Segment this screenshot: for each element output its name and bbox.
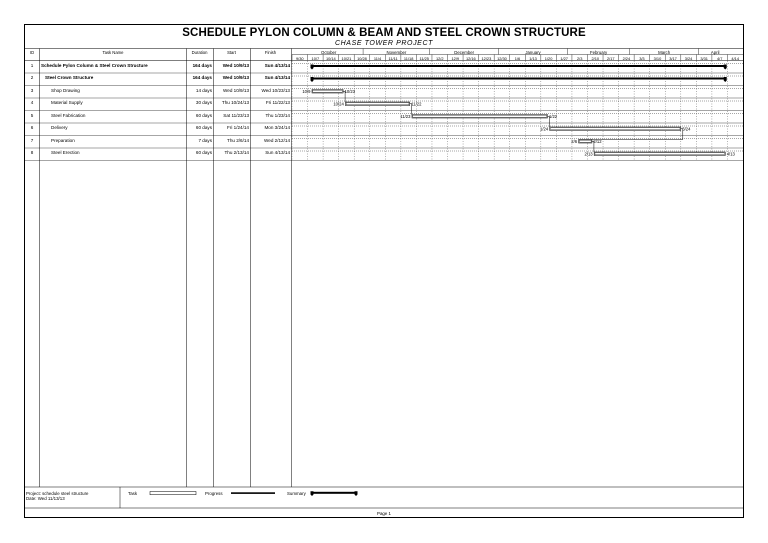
task-id: 5 — [30, 112, 34, 118]
task-name: Steel Crown Structure — [45, 75, 94, 80]
task-finish: Fri 11/22/13 — [265, 100, 290, 105]
week-label: 10/7 — [311, 55, 320, 61]
legend-progress-label: Progress — [205, 491, 223, 496]
task-start: Thu 10/24/13 — [221, 100, 249, 105]
task-duration: 164 days — [192, 75, 212, 80]
task-finish: Wed 2/12/14 — [264, 137, 290, 143]
bar-start-label: 11/23 — [400, 113, 411, 119]
task-bar — [579, 140, 592, 144]
task-duration: 60 days — [195, 112, 212, 118]
task-finish: Sun 4/13/14 — [265, 150, 290, 155]
month-label: November — [386, 50, 407, 55]
week-label: 2/24 — [622, 55, 631, 61]
task-finish: Sun 4/13/14 — [264, 75, 290, 80]
task-start: Thu 2/6/14 — [227, 137, 249, 143]
week-label: 11/25 — [419, 55, 429, 61]
week-label: 2/10 — [591, 55, 600, 61]
task-id: 7 — [30, 137, 34, 143]
week-label: 1/27 — [560, 55, 568, 61]
task-duration: 60 days — [195, 150, 212, 155]
week-label: 12/9 — [451, 55, 460, 61]
legend-summary-end — [311, 491, 314, 496]
week-label: 3/3 — [639, 55, 645, 61]
bar-start-label: 10/9 — [302, 88, 311, 94]
bar-start-label: 1/24 — [540, 126, 549, 132]
week-label: 1/20 — [544, 55, 553, 61]
week-label: 12/2 — [435, 55, 444, 61]
task-start: Wed 10/9/13 — [222, 62, 249, 68]
bar-start-label: 10/24 — [333, 101, 344, 107]
task-finish: Thu 1/23/14 — [265, 112, 290, 118]
column-header-start: Start — [227, 50, 236, 55]
month-label: March — [658, 50, 671, 55]
bar-start-label: 2/13 — [584, 151, 593, 157]
month-label: April — [710, 50, 720, 55]
legend-summary-label: Summary — [287, 491, 306, 496]
bar-end-label: 11/22 — [411, 101, 422, 107]
page-title: SCHEDULE PYLON COLUMN & BEAM AND STEEL CROWN STRUCTURE — [182, 27, 586, 39]
week-label: 3/10 — [653, 55, 662, 61]
task-bar — [412, 115, 548, 119]
week-label: 11/18 — [403, 55, 414, 61]
task-start: Wed 10/9/13 — [223, 87, 249, 93]
week-label: 12/16 — [465, 55, 476, 61]
week-label: 10/21 — [341, 55, 352, 61]
month-label: January — [525, 50, 541, 55]
task-bar — [345, 102, 409, 106]
task-bar — [550, 127, 681, 131]
page-subtitle: CHASE TOWER PROJECT — [334, 40, 433, 47]
week-label: 12/23 — [481, 55, 492, 61]
bar-end-label: 1/22 — [548, 113, 558, 119]
task-id: 3 — [30, 87, 34, 93]
task-name: Material Supply — [51, 100, 83, 105]
task-id: 8 — [30, 150, 34, 155]
week-label: 10/28 — [357, 55, 367, 61]
week-label: 12/30 — [497, 55, 507, 61]
week-label: 10/14 — [325, 55, 336, 61]
legend-task-bar — [150, 492, 196, 495]
task-start: Sat 11/23/13 — [223, 112, 249, 118]
task-duration: 60 days — [195, 125, 212, 130]
summary-bar — [312, 65, 725, 67]
task-duration: 164 days — [192, 62, 212, 68]
bar-end-label: 10/23 — [344, 88, 356, 94]
bar-end-label: 4/13 — [726, 151, 735, 157]
week-label: 1/6 — [514, 55, 521, 61]
task-name: Steel Fabrication — [51, 112, 86, 118]
task-id: 6 — [30, 125, 34, 130]
week-label: 4/7 — [716, 55, 723, 61]
week-label: 4/14 — [731, 55, 739, 61]
task-duration: 30 days — [195, 100, 212, 105]
task-finish: Sun 4/13/14 — [264, 62, 290, 68]
task-bar — [594, 152, 725, 156]
summary-bar-end — [724, 77, 727, 82]
bar-start-label: 2/6 — [571, 138, 578, 144]
task-start: Thu 2/13/14 — [224, 150, 249, 155]
month-label: December — [454, 50, 475, 55]
task-bar — [312, 90, 343, 94]
week-label: 3/17 — [669, 55, 677, 61]
task-finish: Wed 10/23/13 — [261, 87, 290, 93]
task-id: 2 — [30, 75, 34, 80]
legend-task-label: Task — [128, 491, 138, 496]
task-name: Schedule Pylon Column & Steel Crown Structure — [41, 62, 148, 68]
column-header-duration: Duration — [191, 50, 208, 55]
task-name: Steel Erection — [51, 150, 80, 155]
week-label: 2/17 — [607, 55, 615, 61]
column-header-finish: Finish — [264, 50, 277, 55]
page-number: Page 1 — [377, 511, 391, 516]
task-id: 4 — [30, 100, 34, 105]
week-label: 3/24 — [684, 55, 693, 61]
summary-bar-end — [310, 77, 313, 82]
summary-bar-end — [724, 65, 727, 70]
task-name: Delivery — [51, 125, 68, 130]
task-id: 1 — [30, 62, 34, 68]
summary-bar — [312, 78, 725, 80]
week-label: 3/31 — [700, 55, 708, 61]
bar-end-label: 2/12 — [593, 138, 602, 144]
legend-summary-bar — [312, 492, 356, 494]
legend-summary-end — [355, 491, 358, 496]
week-label: 2/3 — [576, 55, 583, 61]
task-name: Preparation — [51, 137, 75, 143]
legend-progress-bar — [231, 492, 275, 494]
footer-project: Project: schedule steel structure — [26, 491, 89, 496]
week-label: 1/13 — [529, 55, 537, 61]
footer-date: Date: Wed 11/13/13 — [26, 496, 65, 501]
task-finish: Mon 3/24/14 — [264, 125, 290, 130]
month-label: February — [589, 50, 608, 55]
month-label: October — [321, 50, 337, 55]
bar-end-label: 3/24 — [682, 126, 691, 132]
week-label: 11/11 — [388, 55, 398, 61]
task-duration: 7 days — [198, 137, 212, 143]
task-start: Fri 1/24/14 — [227, 125, 249, 130]
task-name: Shop Drawing — [51, 87, 80, 93]
week-label: 11/4 — [373, 55, 382, 61]
column-header-id: ID — [29, 50, 35, 55]
task-duration: 14 days — [195, 87, 212, 93]
week-label: 9/30 — [295, 55, 304, 61]
summary-bar-end — [310, 65, 313, 70]
column-header-task-name: Task Name — [102, 50, 124, 55]
task-start: Wed 10/9/13 — [222, 75, 249, 80]
